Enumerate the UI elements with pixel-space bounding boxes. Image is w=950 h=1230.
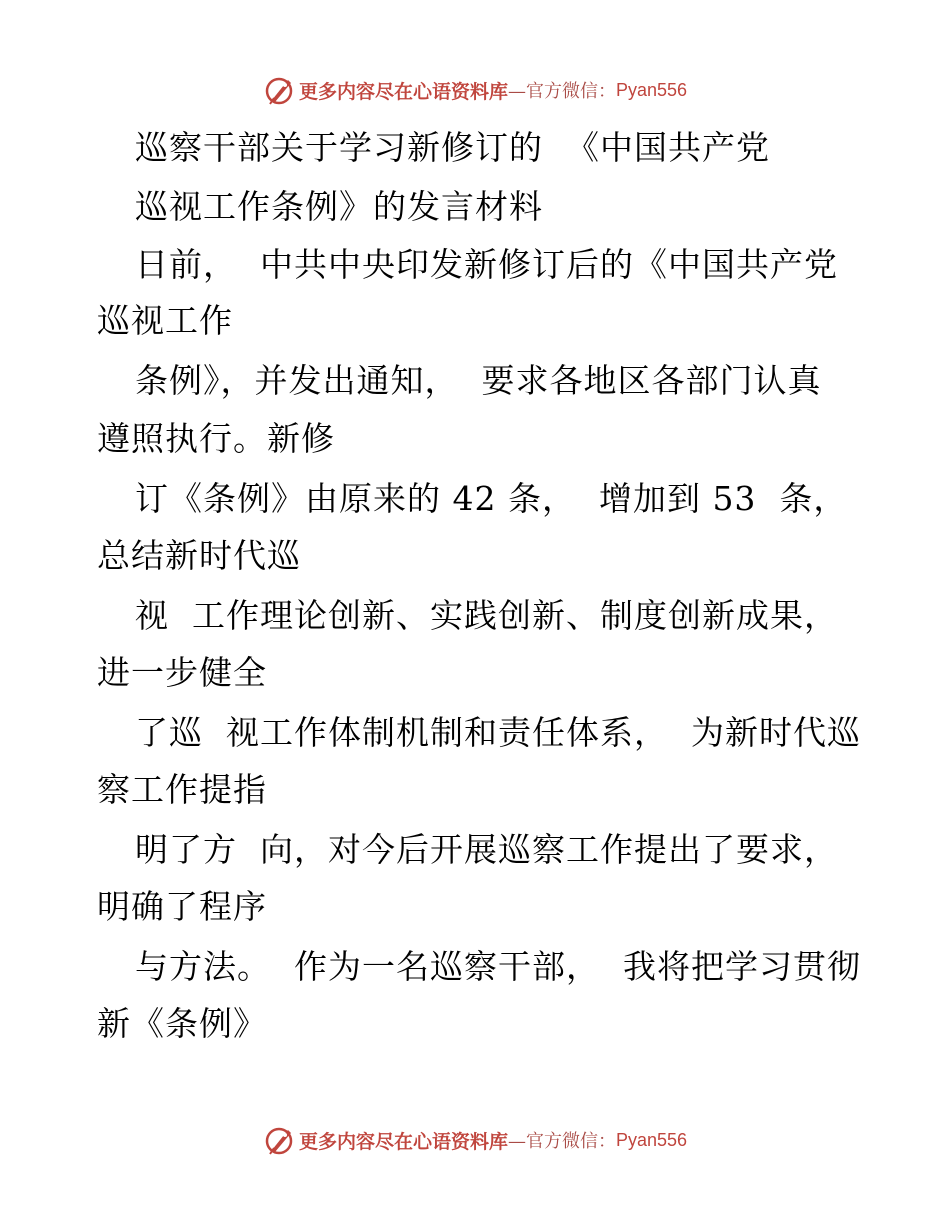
doc-title-line-2: 巡视工作条例》的发言材料 <box>135 187 543 226</box>
banner-wechat-id: Pyan556 <box>615 79 688 100</box>
doc-text-line: 明了方 向，对今后开展巡察工作提出了要求， <box>135 830 838 869</box>
doc-text-line: 巡视工作 <box>97 301 233 340</box>
doc-text-line: 新《条例》 <box>97 1004 267 1043</box>
doc-text-line: 视 工作理论创新、实践创新、制度创新成果， <box>135 596 838 635</box>
doc-text-line: 明确了程序 <box>97 887 267 926</box>
doc-text-line: 遵照执行。新修 <box>97 419 335 458</box>
banner-separator-text: —官方微信： <box>507 81 616 102</box>
doc-title-line-1: 巡察干部关于学习新修订的 《中国共产党 <box>135 128 770 167</box>
doc-text-line: 条例》，并发出通知， 要求各地区各部门认真 <box>135 361 822 400</box>
quill-pen-logo-icon <box>263 1124 295 1156</box>
doc-text-line: 了巡 视工作体制机制和责任体系， 为新时代巡 <box>135 713 861 752</box>
banner-separator-text: —官方微信： <box>507 1131 616 1152</box>
doc-text-line: 日前， 中共中央印发新修订后的《中国共产党 <box>135 245 838 284</box>
doc-text-line: 察工作提指 <box>97 770 267 809</box>
doc-text-line: 与方法。 作为一名巡察干部， 我将把学习贯彻 <box>135 947 861 986</box>
banner-main-text: 更多内容尽在心语资料库 <box>298 1130 508 1153</box>
footer-banner <box>0 1120 950 1160</box>
banner-wechat-id: Pyan556 <box>615 1129 688 1150</box>
header-banner <box>0 70 950 110</box>
doc-text-line: 进一步健全 <box>97 653 267 692</box>
doc-text-line: 总结新时代巡 <box>97 536 301 575</box>
quill-pen-logo-icon <box>263 74 295 106</box>
doc-text-line: 订《条例》由原来的 42 条， 增加到 53 条， <box>135 479 848 518</box>
banner-main-text: 更多内容尽在心语资料库 <box>298 80 508 103</box>
